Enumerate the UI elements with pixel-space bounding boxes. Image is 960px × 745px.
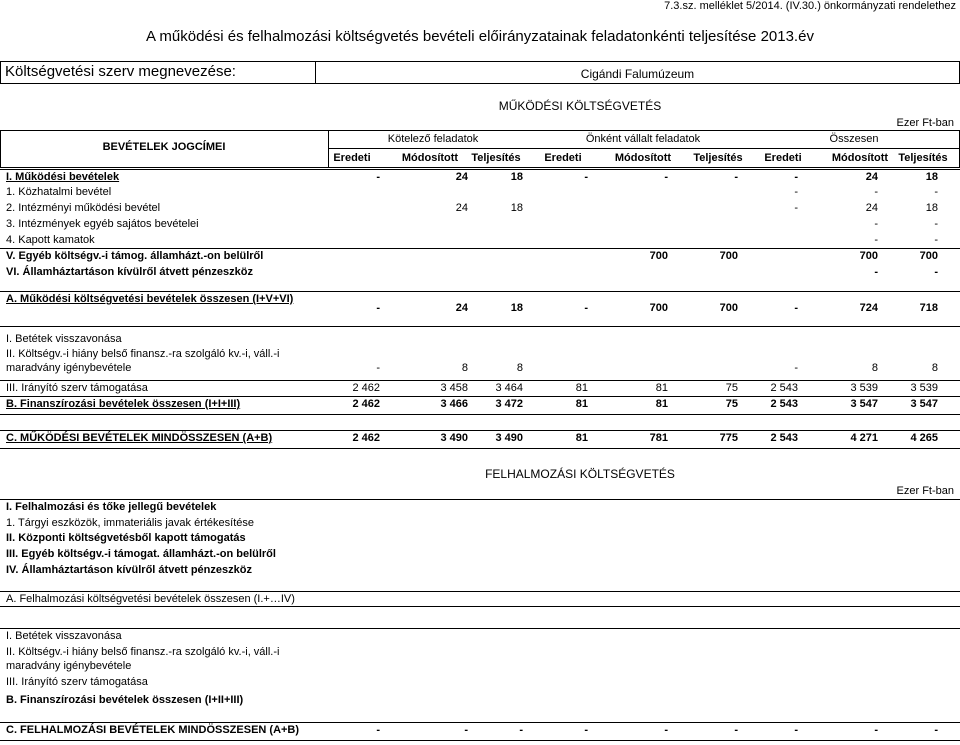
subcol-header: Eredeti [544, 152, 582, 164]
value-cell: 81 [655, 398, 668, 410]
group-voluntary: Önként vállalt feladatok [585, 133, 701, 145]
value-cell: - [794, 171, 798, 183]
group-mandatory: Kötelező feladatok [387, 133, 479, 145]
value-cell: - [794, 186, 798, 198]
value-cell: 81 [575, 432, 588, 444]
value-cell: 8 [516, 362, 523, 374]
value-cell: 81 [655, 382, 668, 394]
value-cell: 781 [649, 432, 668, 444]
value-cell: - [934, 234, 938, 246]
value-cell: 3 490 [495, 432, 523, 444]
operating-unit: Ezer Ft-ban [896, 117, 954, 129]
row-label: IV. Államháztartáson kívülről átvett pénzeszköz [6, 564, 252, 576]
value-cell: 18 [510, 171, 523, 183]
value-cell: 8 [931, 362, 938, 374]
value-cell: 81 [575, 382, 588, 394]
value-cell: - [376, 724, 380, 736]
value-cell: - [376, 362, 380, 374]
value-cell: 3 472 [495, 398, 523, 410]
value-cell: - [376, 171, 380, 183]
value-cell: - [464, 724, 468, 736]
value-cell: 18 [925, 171, 938, 183]
subcol-header: Teljesítés [693, 152, 743, 164]
row-label: I. Felhalmozási és tőke jellegű bevételek [6, 501, 217, 513]
row-label: VI. Államháztartáson kívülről átvett pénzeszköz [6, 266, 253, 278]
value-cell: 24 [455, 202, 468, 214]
value-cell: 3 539 [910, 382, 938, 394]
value-cell: 24 [865, 171, 878, 183]
value-cell: 700 [859, 250, 878, 262]
value-cell: - [874, 724, 878, 736]
operating-section-title: MŰKÖDÉSI KÖLTSÉGVETÉS [498, 99, 662, 113]
value-cell: 3 547 [910, 398, 938, 410]
row-label: 1. Tárgyi eszközök, immateriális javak értékesítése [6, 517, 254, 529]
legal-reference: 7.3.sz. melléklet 5/2014. (IV.30.) önkormányzati rendelethez [664, 0, 956, 12]
value-cell: 700 [649, 302, 668, 314]
value-cell: 3 539 [850, 382, 878, 394]
value-cell: - [664, 724, 668, 736]
value-cell: - [934, 218, 938, 230]
value-cell: - [934, 186, 938, 198]
value-cell: 2 462 [352, 398, 380, 410]
row-label: V. Egyéb költségv.-i támog. államházt.-on belülről [6, 250, 264, 262]
value-cell: - [734, 171, 738, 183]
value-cell: - [874, 234, 878, 246]
row-label: C. MŰKÖDÉSI BEVÉTELEK MINDÖSSZESEN (A+B) [6, 432, 273, 444]
row-label: III. Irányító szerv támogatása [6, 676, 148, 688]
value-cell: 3 458 [440, 382, 468, 394]
value-cell: 18 [510, 202, 523, 214]
row-label: 3. Intézmények egyéb sajátos bevételei [6, 218, 199, 230]
value-cell: 4 265 [910, 432, 938, 444]
subcol-header: Módosított [831, 152, 889, 164]
value-cell: 75 [725, 398, 738, 410]
value-cell: - [794, 724, 798, 736]
value-cell: - [584, 724, 588, 736]
value-cell: 700 [719, 250, 738, 262]
value-cell: 700 [649, 250, 668, 262]
value-cell: 18 [925, 202, 938, 214]
value-cell: - [794, 302, 798, 314]
value-cell: 775 [719, 432, 738, 444]
value-cell: 2 543 [770, 382, 798, 394]
value-cell: - [934, 266, 938, 278]
value-cell: 2 462 [352, 382, 380, 394]
value-cell: 81 [575, 398, 588, 410]
value-cell: 24 [455, 171, 468, 183]
value-cell: - [934, 724, 938, 736]
value-cell: 18 [510, 302, 523, 314]
subcol-header: Eredeti [764, 152, 802, 164]
subcol-header: Eredeti [333, 152, 371, 164]
value-cell: - [376, 302, 380, 314]
org-label: Költségvetési szerv megnevezése: [5, 63, 236, 80]
value-cell: 724 [859, 302, 878, 314]
value-cell: 3 547 [850, 398, 878, 410]
value-cell: 2 543 [770, 398, 798, 410]
capital-unit: Ezer Ft-ban [896, 485, 954, 497]
row-label: A. Működési költségvetési bevételek összesen (I+V+VI) [6, 293, 294, 305]
value-cell: 3 466 [440, 398, 468, 410]
value-cell: - [584, 171, 588, 183]
value-cell: 2 462 [352, 432, 380, 444]
value-cell: 718 [919, 302, 938, 314]
value-cell: - [794, 362, 798, 374]
value-cell: 2 543 [770, 432, 798, 444]
value-cell: - [664, 171, 668, 183]
subcol-header: Teljesítés [471, 152, 521, 164]
subcol-header: Módosított [401, 152, 459, 164]
row-label-continued: maradvány igénybevétele [6, 362, 132, 374]
capital-section-title: FELHALMOZÁSI KÖLTSÉGVETÉS [485, 467, 675, 481]
row-label: 1. Közhatalmi bevétel [6, 186, 112, 198]
value-cell: 24 [865, 202, 878, 214]
row-label-continued: maradvány igénybevétele [6, 660, 132, 672]
row-label: III. Irányító szerv támogatása [6, 382, 148, 394]
value-cell: - [794, 202, 798, 214]
value-cell: 3 490 [440, 432, 468, 444]
row-label: III. Egyéb költségv.-i támogat. államházt.-on belülről [6, 548, 276, 560]
value-cell: 700 [919, 250, 938, 262]
row-label: II. Központi költségvetésből kapott támogatás [6, 532, 246, 544]
subcol-header: Teljesítés [898, 152, 948, 164]
row-label: 4. Kapott kamatok [6, 234, 95, 246]
group-total: Összesen [829, 133, 879, 145]
row-label: A. Felhalmozási költségvetési bevételek összesen (I.+…IV) [6, 593, 295, 605]
row-label: I. Betétek visszavonása [6, 630, 122, 642]
subcol-header: Módosított [614, 152, 672, 164]
value-cell: 4 271 [850, 432, 878, 444]
value-cell: 24 [455, 302, 468, 314]
value-cell: 8 [871, 362, 878, 374]
page-title: A működési és felhalmozási költségvetés bevételi előirányzatainak feladatonkénti teljesítése 2013.év [146, 28, 814, 45]
row-label: B. Finanszírozási bevételek összesen (I+II+III) [6, 694, 244, 706]
row-label: I. Betétek visszavonása [6, 333, 122, 345]
value-cell: - [519, 724, 523, 736]
value-cell: - [584, 302, 588, 314]
row-label: B. Finanszírozási bevételek összesen (I+I+III) [6, 398, 241, 410]
row-header: BEVÉTELEK JOGCÍMEI [102, 141, 226, 153]
value-cell: - [874, 186, 878, 198]
row-label: I. Működési bevételek [6, 171, 120, 183]
row-label: II. Költségv.-i hiány belső finansz.-ra szolgáló kv.-i, váll.-i [6, 348, 280, 360]
row-label: 2. Intézményi működési bevétel [6, 202, 161, 214]
value-cell: - [874, 218, 878, 230]
value-cell: 8 [461, 362, 468, 374]
value-cell: 3 464 [495, 382, 523, 394]
value-cell: 75 [725, 382, 738, 394]
row-label: II. Költségv.-i hiány belső finansz.-ra szolgáló kv.-i, váll.-i [6, 646, 280, 658]
value-cell: - [734, 724, 738, 736]
value-cell: - [874, 266, 878, 278]
value-cell: 700 [719, 302, 738, 314]
row-label: C. FELHALMOZÁSI BEVÉTELEK MINDÖSSZESEN (A+B) [6, 724, 300, 736]
org-name: Cigándi Falumúzeum [580, 67, 695, 81]
